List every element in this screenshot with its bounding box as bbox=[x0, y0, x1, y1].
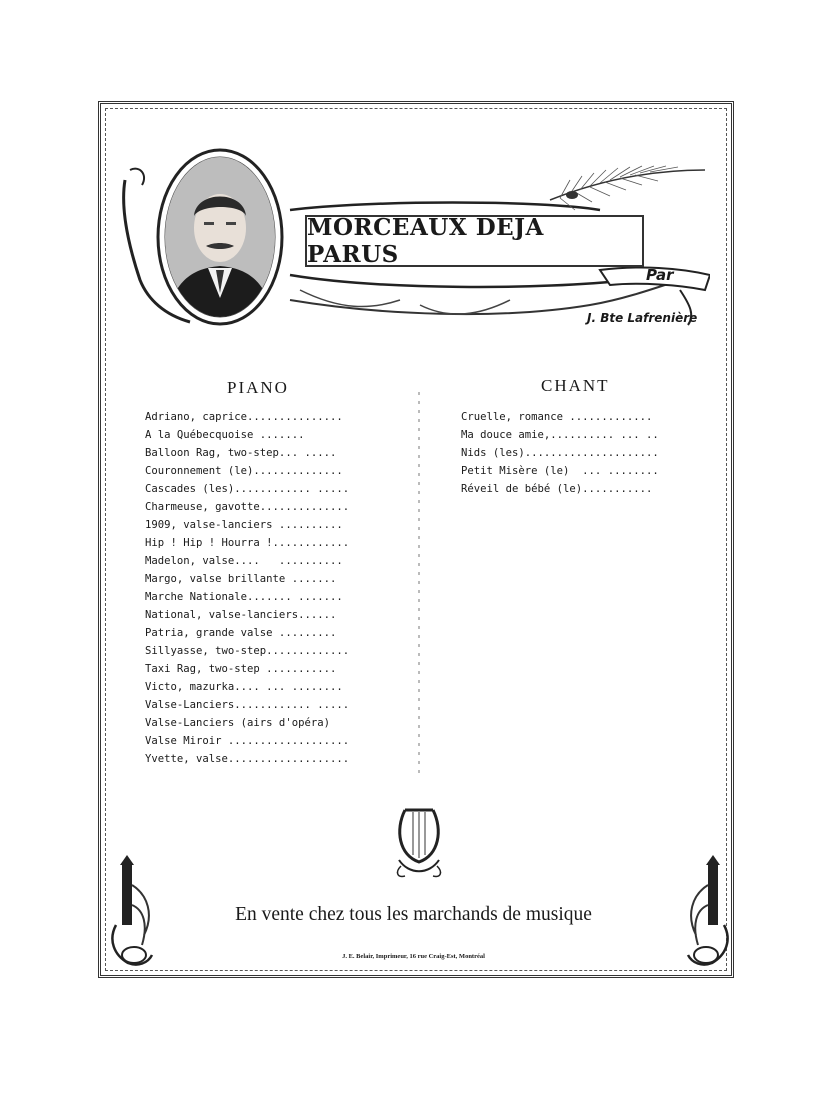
printer-credit: J. E. Belair, Imprimeur, 16 rue Craig-Est, Montréal bbox=[342, 953, 485, 960]
piano-item: Adriano, caprice............... bbox=[145, 411, 343, 423]
piano-item: Victo, mazurka.... ... ........ bbox=[145, 681, 343, 693]
piano-item: Valse-Lanciers............ ..... bbox=[145, 699, 350, 711]
piano-heading: PIANO bbox=[227, 378, 289, 397]
lyre-icon bbox=[391, 800, 447, 880]
piano-item: Margo, valse brillante ....... bbox=[145, 573, 337, 585]
piano-item: 1909, valse-lanciers .......... bbox=[145, 519, 343, 531]
chant-item: Nids (les)..................... bbox=[461, 447, 659, 459]
chant-item: Cruelle, romance ............. bbox=[461, 411, 653, 423]
chant-heading: CHANT bbox=[541, 376, 610, 395]
chant-item: Petit Misère (le) ... ........ bbox=[461, 465, 659, 477]
piano-item: Balloon Rag, two-step... ..... bbox=[145, 447, 337, 459]
piano-item: A la Québecquoise ....... bbox=[145, 429, 305, 441]
portrait-image bbox=[156, 148, 284, 326]
piano-item: Charmeuse, gavotte.............. bbox=[145, 501, 350, 513]
piano-list bbox=[145, 408, 349, 768]
by-label: Par bbox=[646, 266, 674, 284]
piano-item: Madelon, valse.... .......... bbox=[145, 555, 343, 567]
piano-item: Yvette, valse................... bbox=[145, 753, 350, 765]
sale-notice: En vente chez tous les marchands de musique bbox=[235, 904, 592, 925]
piano-item: Couronnement (le).............. bbox=[145, 465, 343, 477]
piano-item: Valse Miroir ................... bbox=[145, 735, 350, 747]
author-name: J. Bte Lafrenière bbox=[587, 311, 698, 325]
piano-item: Hip ! Hip ! Hourra !............ bbox=[145, 537, 350, 549]
piano-item: National, valse-lanciers...... bbox=[145, 609, 337, 621]
chant-item: Réveil de bébé (le)........... bbox=[461, 483, 653, 495]
piano-item: Sillyasse, two-step............. bbox=[145, 645, 350, 657]
piano-item: Taxi Rag, two-step ........... bbox=[145, 663, 337, 675]
piano-item: Cascades (les)............ ..... bbox=[145, 483, 350, 495]
column-divider bbox=[418, 392, 420, 777]
page-title: MORCEAUX DEJA PARUS bbox=[305, 215, 644, 267]
piano-item: Patria, grande valse ......... bbox=[145, 627, 337, 639]
piano-item: Marche Nationale....... ....... bbox=[145, 591, 343, 603]
piano-item: Valse-Lanciers (airs d'opéra) bbox=[145, 717, 330, 729]
chant-list bbox=[461, 408, 659, 498]
chant-item: Ma douce amie,.......... ... .. bbox=[461, 429, 659, 441]
